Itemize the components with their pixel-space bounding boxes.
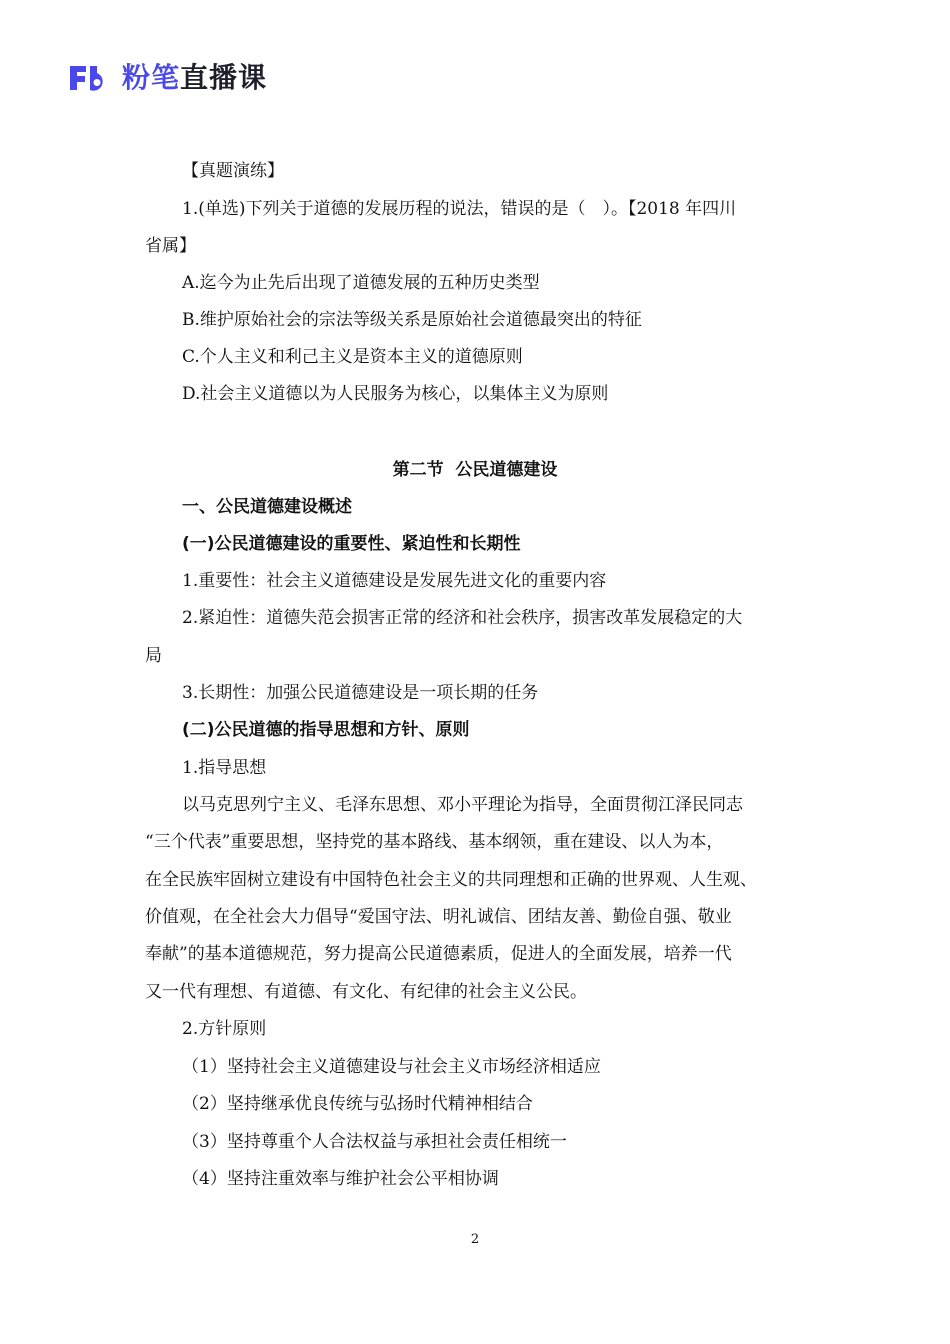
guide-line-5: 奉献”的基本道德规范，努力提高公民道德素质，促进人的全面发展，培养一代 bbox=[145, 944, 732, 964]
header-logo bbox=[68, 62, 267, 94]
policy-item-3: （3）坚持尊重个人合法权益与承担社会责任相统一 bbox=[182, 1132, 567, 1152]
policy-item-2: （2）坚持继承优良传统与弘扬时代精神相结合 bbox=[182, 1094, 533, 1114]
guide-line-3: 在全民族牢固树立建设有中国特色社会主义的共同理想和正确的世界观、人生观、 bbox=[145, 870, 757, 890]
policy-item-4: （4）坚持注重效率与维护社会公平相协调 bbox=[182, 1169, 499, 1189]
logo-text bbox=[122, 62, 267, 94]
heading-2a: (一)公民道德建设的重要性、紧迫性和长期性 bbox=[182, 534, 521, 554]
item-long-term: 3.长期性：加强公民道德建设是一项长期的任务 bbox=[182, 683, 539, 703]
option-d: D.社会主义道德以为人民服务为核心，以集体主义为原则 bbox=[182, 384, 609, 404]
item-urgency: 2.紧迫性：道德失范会损害正常的经济和社会秩序，损害改革发展稳定的大 bbox=[182, 608, 743, 628]
fb-logo-icon bbox=[68, 62, 114, 94]
guide-line-6: 又一代有理想、有道德、有文化、有纪律的社会主义公民。 bbox=[145, 982, 587, 1002]
question-line-2: 省属】 bbox=[145, 236, 196, 256]
item-importance: 1.重要性：社会主义道德建设是发展先进文化的重要内容 bbox=[182, 571, 607, 591]
logo-brand: 粉笔 bbox=[122, 61, 181, 94]
heading-1: 一、公民道德建设概述 bbox=[182, 497, 352, 517]
question-line-1: 1.(单选)下列关于道德的发展历程的说法，错误的是（ ）。【2018 年四川 bbox=[182, 199, 737, 219]
policy-title: 2.方针原则 bbox=[182, 1019, 267, 1039]
option-b: B.维护原始社会的宗法等级关系是原始社会道德最突出的特征 bbox=[182, 310, 642, 330]
option-c: C.个人主义和利己主义是资本主义的道德原则 bbox=[182, 347, 523, 367]
section-title: 第二节 公民道德建设 bbox=[392, 460, 558, 480]
page-number: 2 bbox=[470, 1232, 480, 1247]
logo-subtitle: 直播课 bbox=[180, 61, 268, 94]
option-a: A.迄今为止先后出现了道德发展的五种历史类型 bbox=[182, 273, 540, 293]
guide-line-4: 价值观，在全社会大力倡导“爱国守法、明礼诚信、团结友善、勤俭自强、敬业 bbox=[145, 907, 732, 927]
heading-2b: (二)公民道德的指导思想和方针、原则 bbox=[182, 720, 470, 740]
item-urgency-cont: 局 bbox=[145, 646, 162, 666]
guide-line-1: 以马克思列宁主义、毛泽东思想、邓小平理论为指导，全面贯彻江泽民同志 bbox=[182, 795, 743, 815]
policy-item-1: （1）坚持社会主义道德建设与社会主义市场经济相适应 bbox=[182, 1057, 601, 1077]
guide-title: 1.指导思想 bbox=[182, 758, 267, 778]
guide-line-2: “三个代表”重要思想，坚持党的基本路线、基本纲领，重在建设、以人为本， bbox=[145, 832, 724, 852]
exercise-heading: 【真题演练】 bbox=[182, 161, 284, 181]
